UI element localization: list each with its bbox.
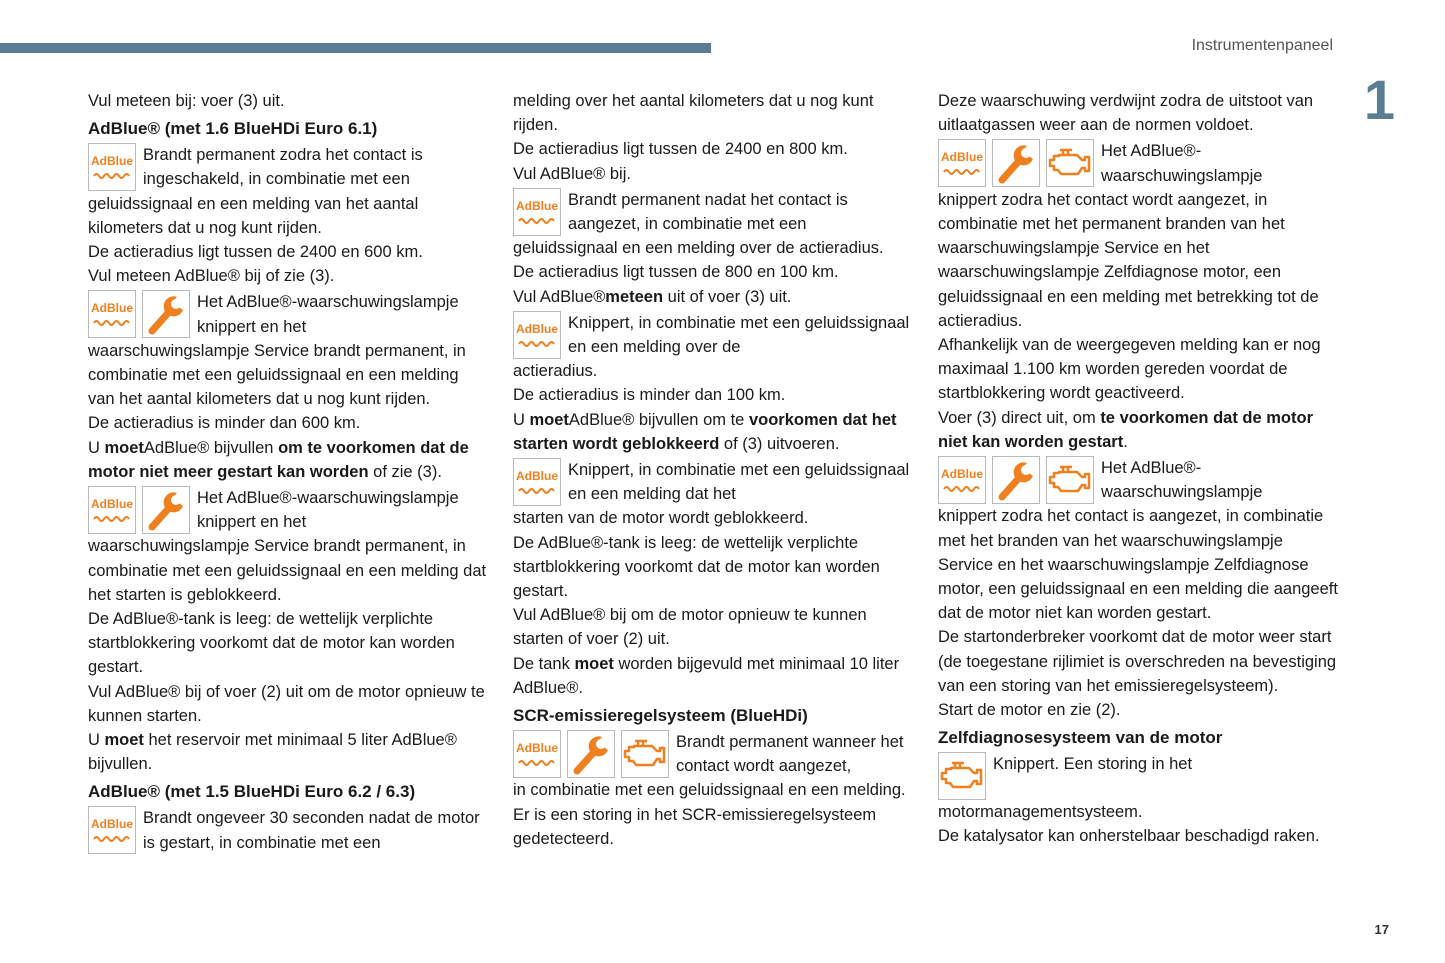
adblue-label: AdBlue bbox=[91, 497, 133, 512]
adblue-label: AdBlue bbox=[516, 469, 558, 484]
paragraph: De actieradius ligt tussen de 800 en 100 km. bbox=[513, 263, 839, 282]
adblue-icon bbox=[88, 486, 136, 534]
paragraph: De tank moet worden bijgevuld met minimaal 10 liter AdBlue®. bbox=[513, 654, 900, 697]
wrench-icon bbox=[142, 290, 190, 338]
paragraph: Vul meteen bij: voer (3) uit. bbox=[88, 92, 285, 110]
column-3 bbox=[938, 89, 1338, 849]
warning-entry bbox=[513, 730, 913, 778]
top-accent-bar bbox=[0, 43, 711, 53]
entry-text: Knippert, in combinatie met een geluidssignaal en een melding dat het bbox=[568, 461, 910, 504]
paragraph: geluidssignaal en een melding van het aantal kilometers dat u nog kunt rijden. bbox=[88, 194, 419, 237]
warning-entry bbox=[513, 311, 913, 359]
paragraph: waarschuwingslampje Service brandt permanent, in combinatie met een geluidssignaal en een melding van het aantal kilometers dat u nog kunt rijden. bbox=[88, 341, 466, 409]
section-heading: SCR-emissieregelsysteem (BlueHDi) bbox=[513, 706, 808, 726]
chapter-number: 1 bbox=[1363, 68, 1395, 131]
adblue-icon bbox=[88, 143, 136, 191]
column-1 bbox=[88, 89, 488, 855]
adblue-icon bbox=[513, 458, 561, 506]
paragraph: Vul AdBlue® bij. bbox=[513, 164, 631, 183]
adblue-label: AdBlue bbox=[91, 817, 133, 832]
paragraph: knippert zodra het contact wordt aangezet, in combinatie met het permanent branden van het waarschuwingslampje Service en het waarschuwingslampje Zelfdiagnose motor, een geluidssignaal en een melding met betrekking tot de actieradius. bbox=[938, 190, 1319, 330]
section-heading: AdBlue® (met 1.5 BlueHDi Euro 6.2 / 6.3) bbox=[88, 782, 416, 802]
paragraph: De katalysator kan onherstelbaar beschadigd raken. bbox=[938, 827, 1320, 846]
engine-icon bbox=[1046, 139, 1094, 187]
entry-text: Brandt permanent nadat het contact is aangezet, in combinatie met een bbox=[568, 190, 848, 234]
paragraph: knippert zodra het contact is aangezet, in combinatie met het branden van het waarschuwingslampje Service en het waarschuwingslampje Zelfdiagnose motor, een geluidssignaal en een melding die aangeeft dat de motor niet kan worden gestart. bbox=[938, 507, 1338, 623]
wrench-icon bbox=[142, 486, 190, 534]
paragraph: Vul AdBlue® bij of voer (2) uit om de motor opnieuw te kunnen starten. bbox=[88, 682, 485, 725]
warning-entry bbox=[88, 290, 488, 338]
page-number: 17 bbox=[1374, 922, 1389, 937]
warning-entry bbox=[513, 458, 913, 506]
paragraph: De startonderbreker voorkomt dat de motor weer start (de toegestane rijlimiet is overschreden na bevestiging van een storing van het emissieregelsysteem). bbox=[938, 628, 1337, 695]
paragraph: De actieradius ligt tussen de 2400 en 800 km. bbox=[513, 140, 848, 159]
adblue-icon bbox=[513, 311, 561, 359]
paragraph: waarschuwingslampje Service brandt permanent, in combinatie met een geluidssignaal en een melding dat het starten is geblokkeerd. bbox=[88, 537, 487, 604]
adblue-label: AdBlue bbox=[941, 467, 983, 482]
adblue-label: AdBlue bbox=[91, 154, 133, 169]
paragraph: U moet het reservoir met minimaal 5 liter AdBlue® bijvullen. bbox=[88, 731, 457, 774]
adblue-icon bbox=[513, 188, 561, 236]
entry-text: Brandt ongeveer 30 seconden nadat de motor is gestart, in combinatie met een bbox=[143, 809, 480, 852]
warning-entry bbox=[513, 188, 913, 236]
paragraph: actieradius. bbox=[513, 362, 598, 381]
entry-text: Knippert. Een storing in het bbox=[993, 755, 1193, 774]
paragraph: Voer (3) direct uit, om te voorkomen dat de motor niet kan worden gestart. bbox=[938, 408, 1314, 451]
adblue-label: AdBlue bbox=[516, 198, 558, 213]
adblue-label: AdBlue bbox=[91, 301, 133, 316]
entry-text: Het AdBlue®-waarschuwingslampje bbox=[1101, 142, 1263, 185]
wrench-icon bbox=[992, 139, 1040, 187]
paragraph: motormanagementsysteem. bbox=[938, 803, 1143, 822]
paragraph: starten van de motor wordt geblokkeerd. bbox=[513, 509, 809, 528]
paragraph: U moetAdBlue® bijvullen om te voorkomen dat de motor niet meer gestart kan worden of zie (3). bbox=[88, 438, 469, 481]
paragraph: geluidssignaal en een melding over de actieradius. bbox=[513, 239, 884, 258]
entry-text: Het AdBlue®-waarschuwingslampje knippert en het bbox=[197, 489, 459, 532]
paragraph: Start de motor en zie (2). bbox=[938, 701, 1121, 720]
column-2 bbox=[513, 89, 913, 851]
adblue-icon bbox=[88, 290, 136, 338]
section-heading: AdBlue® (met 1.6 BlueHDi Euro 6.1) bbox=[88, 119, 378, 139]
entry-text: Brandt permanent wanneer het contact wordt aangezet, bbox=[676, 733, 904, 776]
paragraph: U moetAdBlue® bijvullen om te voorkomen dat het starten wordt geblokkeerd of (3) uitvoeren. bbox=[513, 410, 897, 453]
entry-text: Brandt permanent zodra het contact is ingeschakeld, in combinatie met een bbox=[143, 146, 423, 189]
paragraph: De actieradius ligt tussen de 2400 en 600 km. bbox=[88, 243, 423, 262]
adblue-icon bbox=[938, 456, 986, 504]
warning-entry bbox=[938, 139, 1338, 187]
warning-entry bbox=[88, 143, 488, 191]
paragraph: Deze waarschuwing verdwijnt zodra de uitstoot van uitlaatgassen weer aan de normen voldoet. bbox=[938, 92, 1314, 135]
paragraph: De actieradius is minder dan 600 km. bbox=[88, 414, 361, 433]
paragraph: melding over het aantal kilometers dat u nog kunt rijden. bbox=[513, 92, 874, 135]
warning-entry bbox=[88, 486, 488, 534]
section-title: Instrumentenpaneel bbox=[1191, 37, 1333, 54]
adblue-icon bbox=[88, 806, 136, 854]
adblue-icon bbox=[513, 730, 561, 778]
paragraph: Vul AdBlue® bij om de motor opnieuw te kunnen starten of voer (2) uit. bbox=[513, 606, 867, 649]
paragraph: Vul meteen AdBlue® bij of zie (3). bbox=[88, 267, 335, 286]
section-heading: Zelfdiagnosesysteem van de motor bbox=[938, 728, 1223, 748]
engine-icon bbox=[1046, 456, 1094, 504]
entry-text: Knippert, in combinatie met een geluidssignaal en een melding over de bbox=[568, 313, 910, 357]
paragraph: Afhankelijk van de weergegeven melding kan er nog maximaal 1.100 km worden gereden voordat de startblokkering wordt geactiveerd. bbox=[938, 336, 1321, 403]
warning-entry bbox=[88, 806, 488, 854]
entry-text: Het AdBlue®-waarschuwingslampje knippert en het bbox=[197, 293, 459, 336]
wrench-icon bbox=[567, 730, 615, 778]
engine-icon bbox=[621, 730, 669, 778]
engine-icon bbox=[938, 752, 986, 800]
adblue-icon bbox=[938, 139, 986, 187]
paragraph: in combinatie met een geluidssignaal en een melding. bbox=[513, 781, 906, 800]
paragraph: Er is een storing in het SCR-emissieregelsysteem gedetecteerd. bbox=[513, 805, 877, 848]
paragraph: De actieradius is minder dan 100 km. bbox=[513, 386, 786, 405]
paragraph: De AdBlue®-tank is leeg: de wettelijk verplichte startblokkering voorkomt dat de motor kan worden gestart. bbox=[513, 533, 880, 601]
adblue-label: AdBlue bbox=[516, 741, 558, 756]
wrench-icon bbox=[992, 456, 1040, 504]
entry-text: Het AdBlue®-waarschuwingslampje bbox=[1101, 459, 1263, 502]
warning-entry bbox=[938, 752, 1338, 800]
paragraph: Vul AdBlue®meteen uit of voer (3) uit. bbox=[513, 287, 792, 306]
adblue-label: AdBlue bbox=[516, 321, 558, 336]
adblue-label: AdBlue bbox=[941, 150, 983, 165]
paragraph: De AdBlue®-tank is leeg: de wettelijk verplichte startblokkering voorkomt dat de motor kan worden gestart. bbox=[88, 610, 455, 677]
warning-entry bbox=[938, 456, 1338, 504]
